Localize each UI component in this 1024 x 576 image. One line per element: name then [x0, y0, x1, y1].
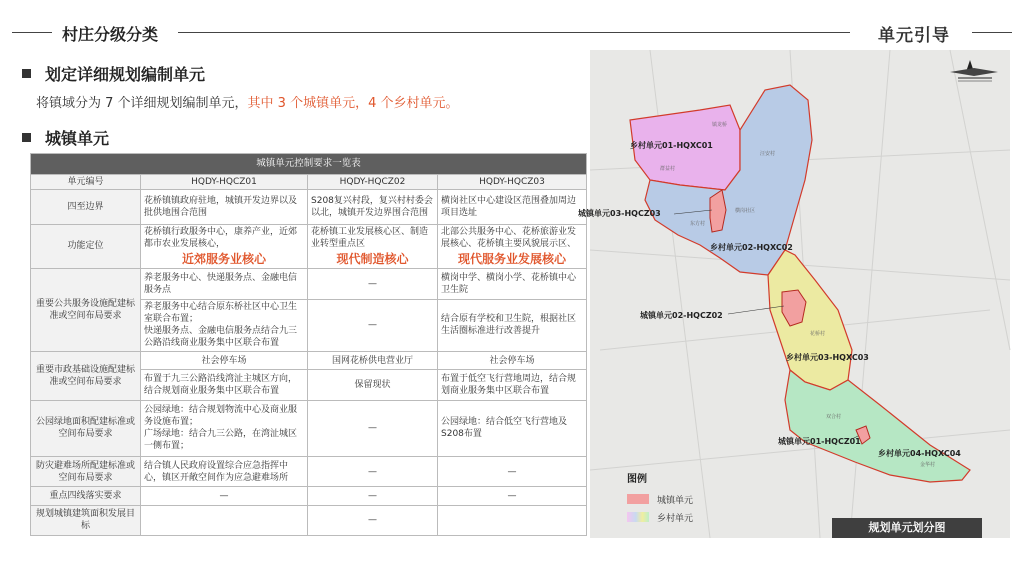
- function-core: 现代服务业发展核心: [458, 251, 567, 266]
- table-cell: [141, 400, 308, 457]
- map-label-v4: 乡村单元04-HQXC04: [878, 449, 961, 458]
- map-canvas: [578, 50, 1010, 538]
- table-title: 城镇单元控制要求一览表: [31, 154, 587, 175]
- svg-text:群益村: 群益村: [660, 166, 676, 172]
- svg-text:横岗社区: 横岗社区: [735, 208, 756, 214]
- map-label-t1: 城镇单元01-HQCZ01: [778, 437, 861, 446]
- table-cell: 布置于低空飞行营地周边，结合规划商业服务集中区联合布置: [438, 370, 587, 400]
- map-caption: 规划单元划分图: [832, 518, 982, 538]
- function-core: 近郊服务业核心: [181, 251, 266, 266]
- table-cell: 结合原有学校和卫生院，根据社区生活圈标准进行改善提升: [438, 299, 587, 352]
- table-row: [31, 487, 587, 505]
- table-cell: —: [438, 457, 587, 487]
- svg-text:东方村: 东方村: [690, 221, 706, 227]
- table-cell: [141, 505, 308, 535]
- legend-swatch-village: [627, 512, 649, 522]
- cell-line: 公园绿地：结合规划物流中心及商业服务设施布置；: [144, 405, 298, 428]
- section-heading-text: 划定详细规划编制单元: [45, 65, 206, 84]
- map-label-v2: 乡村单元02-HQXC02: [710, 243, 793, 252]
- function-text: 花桥镇行政服务中心，康养产业，近郊都市农业发展核心，: [144, 227, 298, 250]
- table-cell: —: [308, 457, 438, 487]
- cell-line: 广场绿地：结合九三公路，在湾沚城区一侧布置；: [144, 429, 298, 452]
- table-cell: —: [308, 487, 438, 505]
- map-label-t2: 城镇单元02-HQCZ02: [640, 311, 723, 320]
- town-unit-control-table: [30, 153, 586, 536]
- table-cell: [308, 224, 438, 268]
- function-text: 北部公共服务中心、花桥旅游业发展核心、花桥镇主要风貌展示区、: [441, 227, 577, 250]
- legend-label-village: 乡村单元: [657, 514, 694, 524]
- table-row: [31, 505, 587, 535]
- table-cell: 社会停车场: [141, 352, 308, 370]
- row-label: 功能定位: [31, 224, 141, 268]
- table-cell: 结合镇人民政府设置综合应急指挥中心，镇区开敞空间作为应急避难场所: [141, 457, 308, 487]
- header-line-right: [972, 32, 1012, 33]
- header-brand: 单元引导: [878, 26, 950, 46]
- table-cell: S208复兴村段，复兴村村委会以北，城镇开发边界围合范围: [308, 190, 438, 224]
- section-heading-town-units: [22, 126, 109, 149]
- table-header-row: [31, 175, 587, 190]
- svg-text:汪安村: 汪安村: [760, 151, 776, 157]
- table-cell: [141, 224, 308, 268]
- table-cell: 养老服务中心、快递服务点、金融电信服务点: [141, 269, 308, 299]
- table-cell: 布置于九三公路沿线湾沚主城区方向，结合规划商业服务集中区联合布置: [141, 370, 308, 400]
- table-cell: 保留现状: [308, 370, 438, 400]
- table-cell: 横岗中学、横岗小学、花桥镇中心卫生院: [438, 269, 587, 299]
- svg-text:金华村: 金华村: [920, 462, 936, 468]
- table-header-cell: HQDY-HQCZ02: [308, 175, 438, 190]
- table-cell: —: [438, 487, 587, 505]
- table-cell: —: [308, 299, 438, 352]
- map-region-village-03: [768, 250, 852, 390]
- row-label: 规划城镇建筑面积发展目标: [31, 505, 141, 535]
- row-label: 重点四线落实要求: [31, 487, 141, 505]
- table-row: [31, 457, 587, 487]
- table-header-cell: HQDY-HQCZ01: [141, 175, 308, 190]
- legend-title: 图例: [627, 474, 647, 485]
- section-heading-units: [22, 62, 205, 85]
- bullet-square-icon: [22, 69, 31, 78]
- header-line-middle: [178, 32, 850, 33]
- table-row: [31, 269, 587, 299]
- table-header-cell: HQDY-HQCZ03: [438, 175, 587, 190]
- table-cell: 花桥镇镇政府驻地，城镇开发边界以及批供地围合范围: [141, 190, 308, 224]
- table-cell: [141, 299, 308, 352]
- legend-label-town: 城镇单元: [657, 496, 694, 506]
- table-cell: —: [141, 487, 308, 505]
- table-row: [31, 224, 587, 268]
- map-region-village-04: [785, 370, 970, 482]
- table-row: [31, 400, 587, 457]
- unit-division-map: [578, 50, 1010, 538]
- table-cell: 国网花桥供电营业厅: [308, 352, 438, 370]
- intro-text: [36, 92, 459, 111]
- table-cell: [438, 224, 587, 268]
- intro-normal: 将镇域分为 7 个详细规划编制单元，: [36, 96, 248, 111]
- map-label-v3: 乡村单元03-HQXC03: [786, 353, 869, 362]
- svg-text:花桥村: 花桥村: [810, 331, 826, 337]
- map-label-t3: 城镇单元03-HQCZ03: [578, 209, 661, 218]
- function-text: 花桥镇工业发展核心区、制造业转型重点区: [311, 227, 429, 250]
- bullet-square-icon: [22, 133, 31, 142]
- header-line-left: [12, 32, 52, 33]
- row-label: 重要公共服务设施配建标准或空间布局要求: [31, 269, 141, 352]
- svg-text:双合村: 双合村: [826, 414, 842, 420]
- row-label: 重要市政基础设施配建标准或空间布局要求: [31, 352, 141, 400]
- row-label: 防灾避难场所配建标准或空间布局要求: [31, 457, 141, 487]
- intro-highlight: 其中 3 个城镇单元，4 个乡村单元。: [247, 96, 459, 111]
- table-header-label: 单元编号: [31, 175, 141, 190]
- table-cell: —: [308, 400, 438, 457]
- row-label: 四至边界: [31, 190, 141, 224]
- table-cell: 社会停车场: [438, 352, 587, 370]
- map-label-v1: 乡村单元01-HQXC01: [630, 141, 713, 150]
- table-row: [31, 190, 587, 224]
- table-cell: [438, 505, 587, 535]
- page-title: 村庄分级分类: [62, 25, 159, 44]
- table-row: [31, 352, 587, 370]
- table-cell: —: [308, 269, 438, 299]
- cell-line: 养老服务中心结合原东桥社区中心卫生室联合布置；: [144, 302, 298, 325]
- cell-line: 快递服务点、金融电信服务点结合九三公路沿线商业服务集中区联合布置: [144, 326, 298, 349]
- compass-icon: [950, 60, 998, 81]
- table-cell: —: [308, 505, 438, 535]
- section-heading-text: 城镇单元: [45, 129, 110, 148]
- row-label: 公园绿地面积配建标准或空间布局要求: [31, 400, 141, 457]
- function-core: 现代制造核心: [336, 251, 409, 266]
- svg-text:镇龙桥: 镇龙桥: [712, 122, 728, 128]
- table-cell: 公园绿地：结合低空飞行营地及S208布置: [438, 400, 587, 457]
- table-cell: 横岗社区中心建设区范围叠加周边项目选址: [438, 190, 587, 224]
- legend-swatch-town: [627, 494, 649, 504]
